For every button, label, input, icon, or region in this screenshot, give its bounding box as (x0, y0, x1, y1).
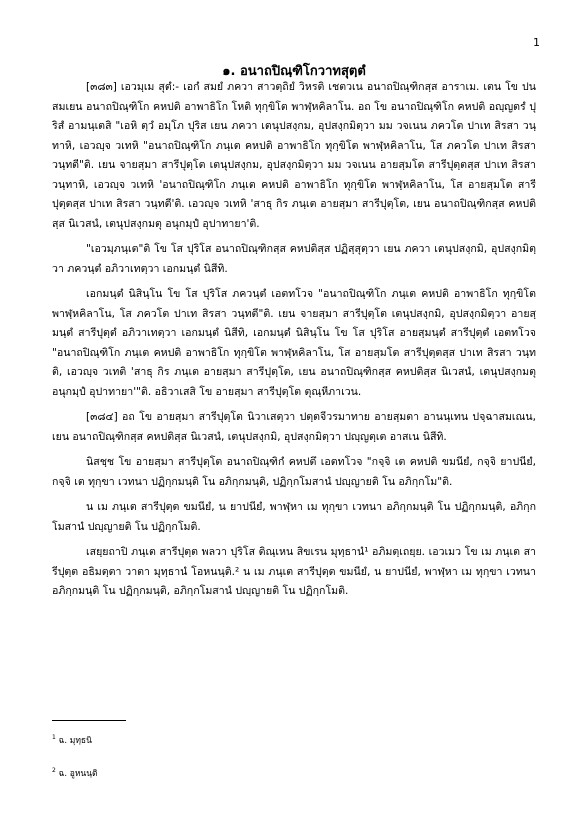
footnote-2-mark: 2 (52, 767, 56, 775)
paragraph-384: [๓๘๔] อถ โข อายสฺมา สารีปุตฺโต นิวาเสตฺวา ปตฺตจีวรมาทาย อายสฺมตา อานนฺเทน ปจฺฉาสมเณน, เยน อนาถปิณฺฑิกสฺส คหปติสฺส นิเวสนํ, เตนุปสงฺกมิ, อุปสงฺกมิตฺวา ปญฺญตฺเต อาสเน นิสีทิ. (52, 411, 536, 443)
paragraph-383: [๓๘๓] เอวมฺเม สุตํ:- เอกํ สมยํ ภควา สาวตฺถิยํ วิหรติ เชตวเน อนาถปิณฺฑิกสฺส อาราเม. เตน โข ปน สมเยน อนาถปิณฺฑิโก คหปติ อาพาธิโก โหติ ทุกฺขิโต พาฬฺหคิลาโน. อถ โข อนาถปิณฺฑิโก คหปติ อญฺญตรํ ปุริสํ อามนฺเตสิ "เอหิ ตฺวํ อมฺโภ ปุริส เยน ภควา เตนุปสงฺกม, อุปสงฺกมิตฺวา มม วจเนน ภควโต ปาเท สิรสา วนฺทาหิ, เอวญฺจ วเทหิ "อนาถปิณฺฑิโก ภนฺเต คหปติ อาพาธิโก ทุกฺขิโต พาฬฺหคิลาโน, โส ภควโต ปาเท สิรสา วนฺทตี"ติ. เยน จายสฺมา สารีปุตฺโต เตนุปสงฺกม, อุปสงฺกมิตฺวา มม วจเนน อายสฺมโต สารีปุตฺตสฺส ปาเท สิรสา วนฺทาหิ, เอวญฺจ วเทหิ 'อนาถปิณฺฑิโก ภนฺเต คหปติ อาพาธิโก ทุกฺขิโต พาฬฺหคิลาโน, โส อายสฺมโต สารีปุตฺตสฺส ปาเท สิรสา วนฺทตี'ติ. เอวญฺจ วเทหิ 'สาธุ กิร ภนฺเต อายสฺมา สารีปุตฺโต, เยน อนาถปิณฺฑิกสฺส คหปติสฺส นิเวสนํ, เตนุปสงฺกมตุ อนุกมฺปํ อุปาทายา'ติ. (52, 81, 536, 230)
paragraph-sariputta-question: นิสชฺช โข อายสฺมา สารีปุตฺโต อนาถปิณฺฑิกํ คหปตึ เอตทโวจ "กจฺจิ เต คหปติ ขมนียํ, กจฺจิ ยาปนียํ, กจฺจิ เต ทุกฺขา เวทนา ปฏิกฺกมนฺติ โน อภิกฺกมนฺติ, ปฏิกฺกโมสานํ ปญฺญายติ โน อภิกฺกโม"ติ. (52, 456, 536, 488)
footnote-1 (52, 733, 92, 747)
page-number: 1 (533, 36, 540, 49)
footnote-divider (52, 720, 126, 721)
paragraph-messenger-report: เอกมนฺตํ นิสินฺโน โข โส ปุริโส ภควนฺตํ เอตทโวจ "อนาถปิณฺฑิโก ภนฺเต คหปติ อาพาธิโก ทุกฺขิโต พาฬฺหคิลาโน, โส ภควโต ปาเท สิรสา วนฺทตี"ติ. เยน จายสฺมา สารีปุตฺโต เตนุปสงฺกมิ, อุปสงฺกมิตฺวา อายสฺมนฺตํ สารีปุตฺตํ อภิวาเทตฺวา เอกมนฺตํ นิสีทิ, เอกมนฺตํ นิสินฺโน โข โส ปุริโส อายสฺมนฺตํ สารีปุตฺตํ เอตทโวจ "อนาถปิณฺฑิโก ภนฺเต คหปติ อาพาธิโก ทุกฺขิโต พาฬฺหคิลาโน, โส อายสฺมโต สารีปุตฺตสฺส ปาเท สิรสา วนฺทติ, เอวญฺจ วเทติ 'สาธุ กิร ภนฺเต อายสฺมา สารีปุตฺโต, เยน อนาถปิณฺฑิกสฺส คหปติสฺส นิเวสนํ, เตนุปสงฺกมตุ อนุกมฺปํ อุปาทายา'"ติ. อธิวาเสสิ โข อายสฺมา สารีปุตฺโต ตุณฺหีภาเวน. (52, 288, 536, 398)
footnote-1-mark: 1 (52, 734, 56, 742)
body-text (52, 78, 536, 608)
footnote-2-text: ฉ. อูหนนฺติ (58, 769, 98, 779)
paragraph-reply: น เม ภนฺเต สารีปุตฺต ขมนียํ, น ยาปนียํ, พาฬฺหา เม ทุกฺขา เวทนา อภิกฺกมนฺติ โน ปฏิกฺกมนฺติ, อภิกฺกโมสานํ ปญฺญายติ โน ปฏิกฺกโมติ. (52, 501, 536, 533)
paragraph-messenger-reply: "เอวมฺภนฺเต"ติ โข โส ปุริโส อนาถปิณฺฑิกสฺส คหปติสฺส ปฏิสฺสุตฺวา เยน ภควา เตนุปสงฺกมิ, อุปสงฺกมิตฺวา ภควนฺตํ อภิวาเทตฺวา เอกมนฺตํ นิสีทิ. (52, 243, 536, 275)
footnote-1-text: ฉ. มุทฺธนิ (58, 736, 92, 746)
footnote-2 (52, 766, 98, 780)
paragraph-simile: เสยฺยถาปิ ภนฺเต สารีปุตฺต พลวา ปุริโส ติณฺเหน สิขเรน มุทฺธานํ¹ อภิมตฺเถยฺย. เอวเมว โข เม ภนฺเต สารีปุตฺต อธิมตฺตา วาตา มุทฺธานํ โอหนนฺติ.² น เม ภนฺเต สารีปุตฺต ขมนียํ, น ยาปนียํ, พาฬฺหา เม ทุกฺขา เวทนา อภิกฺกมนฺติ โน ปฏิกฺกมนฺติ, อภิกฺกโมสานํ ปญฺญายติ โน ปฏิกฺกโมติ. (52, 546, 536, 597)
sutta-title: ๑. อนาถปิณฺฑิโกวาทสุตฺตํ (222, 64, 366, 79)
